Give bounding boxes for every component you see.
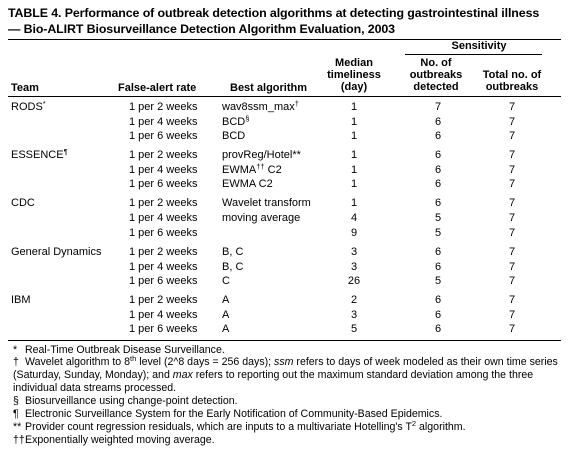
- median-cell: [334, 164, 374, 177]
- footnote-1-mark: *: [13, 344, 18, 356]
- algorithm-cell: [222, 164, 282, 177]
- total-cell: [492, 101, 532, 114]
- median-cell: [334, 130, 374, 143]
- team-cell: [11, 246, 101, 259]
- algorithm-cell: [222, 178, 273, 191]
- team-name: CDC: [11, 197, 35, 209]
- algorithm-name: EWMA C2: [222, 178, 273, 190]
- total-cell: [492, 323, 532, 336]
- median-cell: [334, 149, 374, 162]
- false-alert-value: 1 per 6 weeks: [129, 178, 198, 190]
- detected-cell: [418, 323, 458, 336]
- median-value: 5: [350, 323, 358, 335]
- footnote-2-text-b: level (2^8 days = 256 days);: [136, 356, 275, 368]
- total-value: 7: [508, 275, 516, 287]
- footnote-2-text-d: refers to reporting out the maximum standard deviation among the three individual data streams processed.: [13, 368, 534, 394]
- false-alert-value: 1 per 6 weeks: [129, 275, 198, 287]
- detected-cell: [418, 197, 458, 210]
- median-header-line-1: Median: [335, 57, 373, 69]
- false-alert-value: 1 per 2 weeks: [129, 294, 198, 306]
- false-alert-cell: [129, 116, 197, 129]
- team-cell: [11, 101, 46, 114]
- false-alert-cell: [129, 212, 197, 225]
- detected-value: 6: [434, 116, 442, 128]
- detected-cell: [418, 246, 458, 259]
- false-alert-cell: [129, 309, 197, 322]
- footnote-2-sup: th: [130, 354, 137, 363]
- total-value: 7: [508, 261, 516, 273]
- median-value: 1: [350, 116, 358, 128]
- total-value: 7: [508, 197, 516, 209]
- false-alert-cell: [129, 323, 197, 336]
- false-alert-value: 1 per 6 weeks: [129, 323, 198, 335]
- false-alert-value: 1 per 6 weeks: [129, 227, 198, 239]
- median-value: 1: [350, 164, 358, 176]
- total-value: 7: [508, 227, 516, 239]
- false-alert-value: 1 per 4 weeks: [129, 261, 198, 273]
- footnote-6-mark: ††: [13, 434, 25, 446]
- detected-cell: [418, 101, 458, 114]
- false-alert-cell: [129, 197, 197, 210]
- total-value: 7: [508, 294, 516, 306]
- footnote-4-mark: ¶: [13, 408, 19, 420]
- algorithm-cell: [222, 212, 300, 225]
- footnote-3-mark: §: [13, 395, 19, 407]
- detected-cell: [418, 294, 458, 307]
- footnote-5-text-a: Provider count regression residuals, which are inputs to a multivariate Hotelling's T: [25, 421, 412, 433]
- algorithm-name: wav8ssm_max: [222, 101, 295, 113]
- footnote-3-text: Biosurveillance using change-point detection.: [25, 395, 238, 407]
- algorithm-cell: [222, 130, 245, 143]
- total-cell: [492, 294, 532, 307]
- footnote-5-mark: **: [13, 421, 22, 433]
- team-name: IBM: [11, 294, 31, 306]
- false-alert-cell: [129, 261, 197, 274]
- detected-value: 5: [434, 275, 442, 287]
- total-cell: [492, 261, 532, 274]
- false-alert-cell: [129, 178, 197, 191]
- false-alert-cell: [129, 149, 197, 162]
- median-value: 2: [350, 294, 358, 306]
- detected-value: 6: [434, 130, 442, 142]
- algorithm-mark: †: [294, 99, 299, 108]
- median-cell: [334, 212, 374, 225]
- footnote-2-ssm: ssm: [274, 356, 294, 368]
- team-mark: ¶: [63, 147, 68, 156]
- detected-value: 6: [434, 164, 442, 176]
- total-value: 7: [508, 130, 516, 142]
- detected-cell: [418, 130, 458, 143]
- median-cell: [334, 275, 374, 288]
- footnote-1-text: Real-Time Outbreak Disease Surveillance.: [25, 344, 225, 356]
- detected-value: 5: [434, 212, 442, 224]
- false-alert-cell: [129, 294, 197, 307]
- detected-header: [404, 57, 468, 93]
- algorithm-name: moving average: [222, 212, 301, 224]
- algorithm-name: BCD: [222, 130, 246, 142]
- algorithm-cell: [222, 116, 249, 129]
- footnote-3: [13, 395, 561, 408]
- algorithm-cell: [222, 149, 301, 162]
- algorithm-cell: [222, 323, 229, 336]
- median-value: 9: [350, 227, 358, 239]
- false-alert-cell: [129, 275, 197, 288]
- team-header: Team: [11, 82, 39, 94]
- detected-value: 5: [434, 227, 442, 239]
- total-cell: [492, 149, 532, 162]
- algorithm-name: A: [222, 294, 230, 306]
- detected-value: 7: [434, 101, 442, 113]
- false-alert-value: 1 per 2 weeks: [129, 246, 198, 258]
- algorithm-cell: [222, 275, 230, 288]
- total-cell: [492, 116, 532, 129]
- false-alert-value: 1 per 2 weeks: [129, 149, 198, 161]
- median-value: 1: [350, 130, 358, 142]
- median-cell: [334, 261, 374, 274]
- team-mark: *: [42, 99, 46, 108]
- footnote-5-text-b: algorithm.: [416, 421, 466, 433]
- detected-value: 6: [434, 178, 442, 190]
- footnote-2-mark: †: [13, 356, 19, 368]
- median-cell: [334, 294, 374, 307]
- total-value: 7: [508, 164, 516, 176]
- detected-value: 6: [434, 261, 442, 273]
- total-cell: [492, 178, 532, 191]
- team-name: General Dynamics: [11, 246, 102, 258]
- sensitivity-header: Sensitivity: [451, 40, 507, 52]
- detected-cell: [418, 212, 458, 225]
- detected-value: 6: [434, 309, 442, 321]
- algorithm-name: EWMA: [222, 164, 257, 176]
- footnote-1: [13, 344, 561, 357]
- team-cell: [11, 294, 31, 307]
- total-header-line-2: outbreaks: [485, 81, 539, 93]
- algorithm-cell: [222, 197, 311, 210]
- team-name: ESSENCE: [11, 149, 64, 161]
- false-alert-value: 1 per 2 weeks: [129, 197, 198, 209]
- detected-value: 6: [434, 149, 442, 161]
- median-value: 3: [350, 261, 358, 273]
- false-alert-cell: [129, 246, 197, 259]
- detected-cell: [418, 227, 458, 240]
- footnote-6-text: Exponentially weighted moving average.: [25, 434, 215, 446]
- algorithm-cell: [222, 261, 243, 274]
- footnote-5-sup: 2: [411, 419, 417, 428]
- median-value: 4: [350, 212, 358, 224]
- false-alert-header: False-alert rate: [118, 82, 197, 94]
- detected-header-line-1: No. of: [420, 57, 452, 69]
- median-header-line-3: (day): [340, 81, 368, 93]
- title-line-1: TABLE 4. Performance of outbreak detection algorithms at detecting gastrointestinal illness: [8, 6, 540, 20]
- total-cell: [492, 164, 532, 177]
- false-alert-cell: [129, 130, 197, 143]
- detected-value: 6: [434, 323, 442, 335]
- detected-cell: [418, 275, 458, 288]
- total-cell: [492, 130, 532, 143]
- detected-header-line-3: detected: [413, 81, 459, 93]
- total-value: 7: [508, 178, 516, 190]
- footnote-4-text: Electronic Surveillance System for the Early Notification of Community-Based Epidemics.: [25, 408, 443, 420]
- detected-value: 6: [434, 246, 442, 258]
- median-cell: [334, 197, 374, 210]
- detected-cell: [418, 261, 458, 274]
- detected-value: 6: [434, 197, 442, 209]
- median-value: 3: [350, 309, 358, 321]
- false-alert-cell: [129, 101, 197, 114]
- total-value: 7: [508, 309, 516, 321]
- median-header-line-2: timeliness: [327, 69, 381, 81]
- algorithm-cell: [222, 294, 229, 307]
- algorithm-suffix: C2: [264, 164, 282, 176]
- false-alert-cell: [129, 164, 197, 177]
- detected-cell: [418, 116, 458, 129]
- algorithm-name: B, C: [222, 261, 244, 273]
- algorithm-name: BCD: [222, 116, 246, 128]
- median-value: 26: [347, 275, 361, 287]
- algorithm-mark: ††: [256, 162, 265, 171]
- title-line-2: — Bio-ALIRT Biosurveillance Detection Algorithm Evaluation, 2003: [8, 22, 395, 36]
- false-alert-value: 1 per 4 weeks: [129, 116, 198, 128]
- median-value: 3: [350, 246, 358, 258]
- median-header: [324, 57, 384, 93]
- footnote-2-text-c: refers to days of week modeled as their own time series (Saturday, Sunday, Monday); and: [13, 356, 558, 381]
- median-cell: [334, 116, 374, 129]
- table-title: [8, 5, 563, 37]
- best-algorithm-header: Best algorithm: [230, 82, 308, 94]
- total-cell: [492, 227, 532, 240]
- false-alert-value: 1 per 4 weeks: [129, 212, 198, 224]
- false-alert-value: 1 per 2 weeks: [129, 101, 198, 113]
- total-cell: [492, 212, 532, 225]
- total-header-line-1: Total no. of: [482, 69, 542, 81]
- footnote-2-text-a: Wavelet algorithm to 8: [25, 356, 131, 368]
- detected-cell: [418, 309, 458, 322]
- algorithm-cell: [222, 101, 299, 114]
- footnote-2-max: max: [172, 368, 193, 381]
- algorithm-name: A: [222, 323, 230, 335]
- algorithm-name: provReg/Hotel**: [222, 149, 301, 161]
- algorithm-cell: [222, 246, 243, 259]
- false-alert-cell: [129, 227, 197, 240]
- algorithm-name: B, C: [222, 246, 244, 258]
- total-cell: [492, 275, 532, 288]
- team-cell: [11, 197, 35, 210]
- false-alert-value: 1 per 4 weeks: [129, 164, 198, 176]
- total-cell: [492, 197, 532, 210]
- median-cell: [334, 246, 374, 259]
- algorithm-name: Wavelet transform: [222, 197, 311, 209]
- total-value: 7: [508, 116, 516, 128]
- bottom-rule: [8, 340, 561, 341]
- team-cell: [11, 149, 68, 162]
- detected-cell: [418, 149, 458, 162]
- median-cell: [334, 323, 374, 336]
- median-value: 1: [350, 101, 358, 113]
- detected-value: 6: [434, 294, 442, 306]
- detected-cell: [418, 164, 458, 177]
- median-cell: [334, 227, 374, 240]
- footnote-2: [13, 356, 561, 395]
- median-cell: [334, 101, 374, 114]
- footnote-5: [13, 421, 561, 434]
- total-value: 7: [508, 323, 516, 335]
- median-value: 1: [350, 149, 358, 161]
- total-value: 7: [508, 149, 516, 161]
- footnote-6: [13, 434, 561, 447]
- algorithm-cell: [222, 309, 229, 322]
- total-cell: [492, 246, 532, 259]
- algorithm-mark: §: [245, 114, 250, 123]
- sensitivity-rule: [405, 54, 542, 55]
- false-alert-value: 1 per 4 weeks: [129, 309, 198, 321]
- algorithm-name: A: [222, 309, 230, 321]
- algorithm-name: C: [222, 275, 230, 287]
- median-cell: [334, 178, 374, 191]
- total-header: [476, 69, 548, 93]
- median-cell: [334, 309, 374, 322]
- total-value: 7: [508, 101, 516, 113]
- false-alert-value: 1 per 6 weeks: [129, 130, 198, 142]
- median-value: 1: [350, 197, 358, 209]
- median-value: 1: [350, 178, 358, 190]
- detected-cell: [418, 178, 458, 191]
- detected-header-line-2: outbreaks: [409, 69, 463, 81]
- total-cell: [492, 309, 532, 322]
- header-rule: [8, 96, 561, 97]
- total-value: 7: [508, 246, 516, 258]
- team-name: RODS: [11, 101, 43, 113]
- footnote-4: [13, 408, 561, 421]
- total-value: 7: [508, 212, 516, 224]
